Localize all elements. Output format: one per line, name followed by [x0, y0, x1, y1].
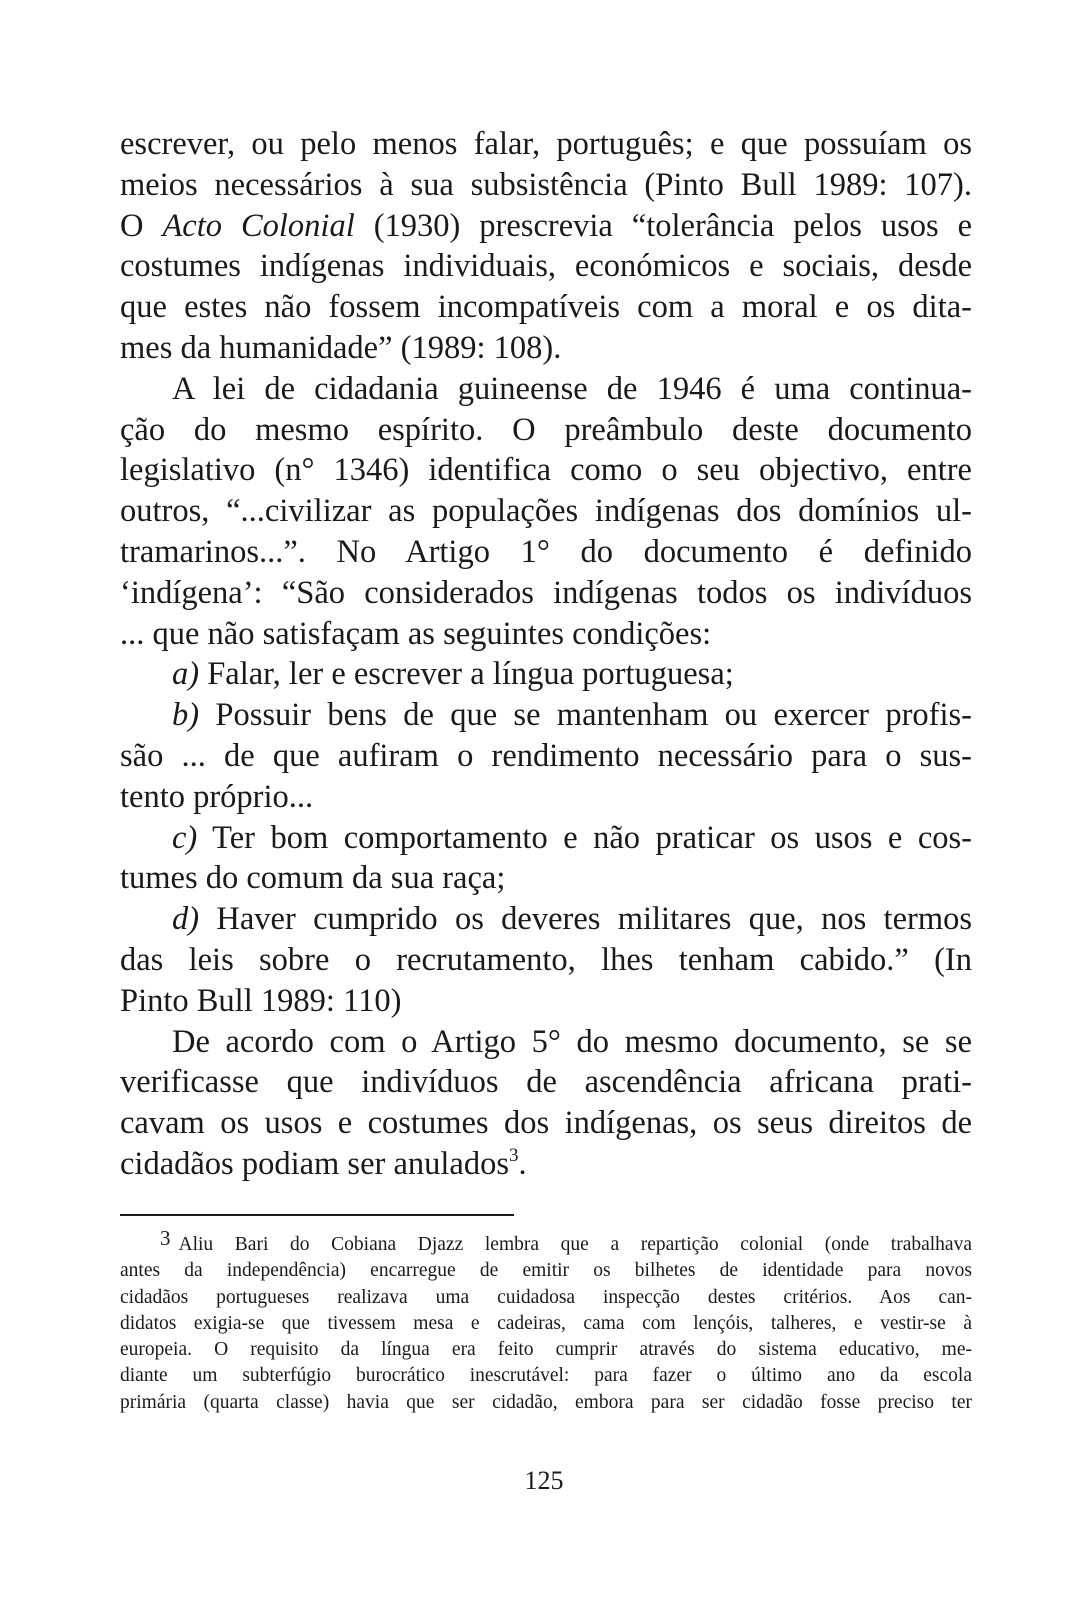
page-number: 125	[524, 1466, 564, 1495]
text-fragment: (1930) prescrevia “tolerância pelos usos e	[373, 207, 973, 244]
text-line: tumes do comum da sua raça;	[120, 860, 506, 897]
footnote-line: antes da independência) encarregue de emitir os bilhetes de identidade para novos	[120, 1260, 972, 1282]
text-line: legislativo (n° 1346) identifica como o seu objectivo, entre	[120, 452, 972, 489]
footnote	[120, 1226, 972, 1416]
text-line: são ... de que aufiram o rendimento necessário para o sus-	[120, 737, 972, 774]
text-line: que estes não fossem incompatíveis com a moral e os dita-	[120, 289, 972, 326]
text-line: ção do mesmo espírito. O preâmbulo deste documento	[120, 411, 972, 448]
text-line: outros, “...civilizar as populações indígenas dos domínios ul-	[120, 493, 972, 530]
condition-item	[120, 899, 972, 940]
footnote-line: europeia. O requisito da língua era feito cumprir através do sistema educativo, me-	[120, 1339, 972, 1361]
body-text	[120, 124, 972, 1185]
condition-item	[120, 695, 972, 736]
footnote-text: Aliu Bari do Cobiana Djazz lembra que a repartição colonial (onde trabalhava	[178, 1234, 972, 1255]
text-line: A lei de cidadania guineense de 1946 é uma continua-	[172, 370, 972, 407]
text-line: das leis sobre o recrutamento, lhes tenham cabido.” (In	[120, 941, 972, 978]
text-line: cavam os usos e costumes dos indígenas, os seus direitos de	[120, 1105, 972, 1142]
text-fragment: O	[120, 207, 144, 244]
condition-text: Haver cumprido os deveres militares que, nos termos	[216, 901, 973, 938]
footnote-number: 3	[160, 1226, 171, 1250]
footnote-line: diante um subterfúgio burocrático inescrutável: para fazer o último ano da escola	[120, 1365, 972, 1387]
italic-title: Acto Colonial	[162, 207, 355, 244]
text-line: escrever, ou pelo menos falar, português; e que possuíam os	[120, 126, 972, 162]
condition-text: Falar, ler e escrever a língua portuguesa;	[207, 656, 734, 693]
text-line: ‘indígena’: “São considerados indígenas todos os indivíduos	[120, 574, 972, 611]
footnote-line: didatos exigia-se que tivessem mesa e cadeiras, cama com lençóis, talheres, e vestir-se à	[120, 1312, 972, 1334]
text-line: costumes indígenas individuais, económicos e sociais, desde	[120, 248, 972, 285]
text-line: ... que não satisfaçam as seguintes condições:	[120, 615, 712, 652]
condition-label: b)	[172, 697, 200, 734]
text-fragment: .	[518, 1145, 527, 1182]
text-line: tramarinos...”. No Artigo 1° do documento é definido	[120, 533, 972, 570]
text-line: Pinto Bull 1989: 110)	[120, 982, 402, 1019]
text-line	[120, 1144, 972, 1185]
text-line: tento próprio...	[120, 778, 314, 815]
footnote-line: cidadãos portugueses realizava uma cuidadosa inspecção destes critérios. Aos can-	[120, 1286, 972, 1308]
text-fragment: cidadãos podiam ser anulados	[120, 1145, 509, 1182]
text-line	[120, 206, 972, 247]
text-line: De acordo com o Artigo 5° do mesmo documento, se se	[172, 1023, 972, 1060]
footnote-mark[interactable]: 3	[508, 1144, 519, 1166]
condition-text: Ter bom comportamento e não praticar os usos e cos-	[212, 819, 972, 856]
condition-item	[120, 818, 972, 859]
footnote-line	[120, 1226, 972, 1258]
text-line: meios necessários à sua subsistência (Pinto Bull 1989: 107).	[120, 166, 972, 203]
footnote-line: primária (quarta classe) havia que ser cidadão, embora para ser cidadão fosse preciso ter	[120, 1391, 972, 1413]
condition-label: d)	[172, 901, 200, 938]
condition-label: c)	[172, 819, 198, 856]
text-line: verificasse que indivíduos de ascendência africana prati-	[120, 1064, 972, 1101]
text-line: mes da humanidade” (1989: 108).	[120, 329, 562, 366]
footnote-divider	[120, 1214, 514, 1216]
condition-label: a)	[172, 656, 200, 693]
condition-item	[120, 654, 972, 695]
condition-text: Possuir bens de que se mantenham ou exercer profis-	[215, 697, 973, 734]
